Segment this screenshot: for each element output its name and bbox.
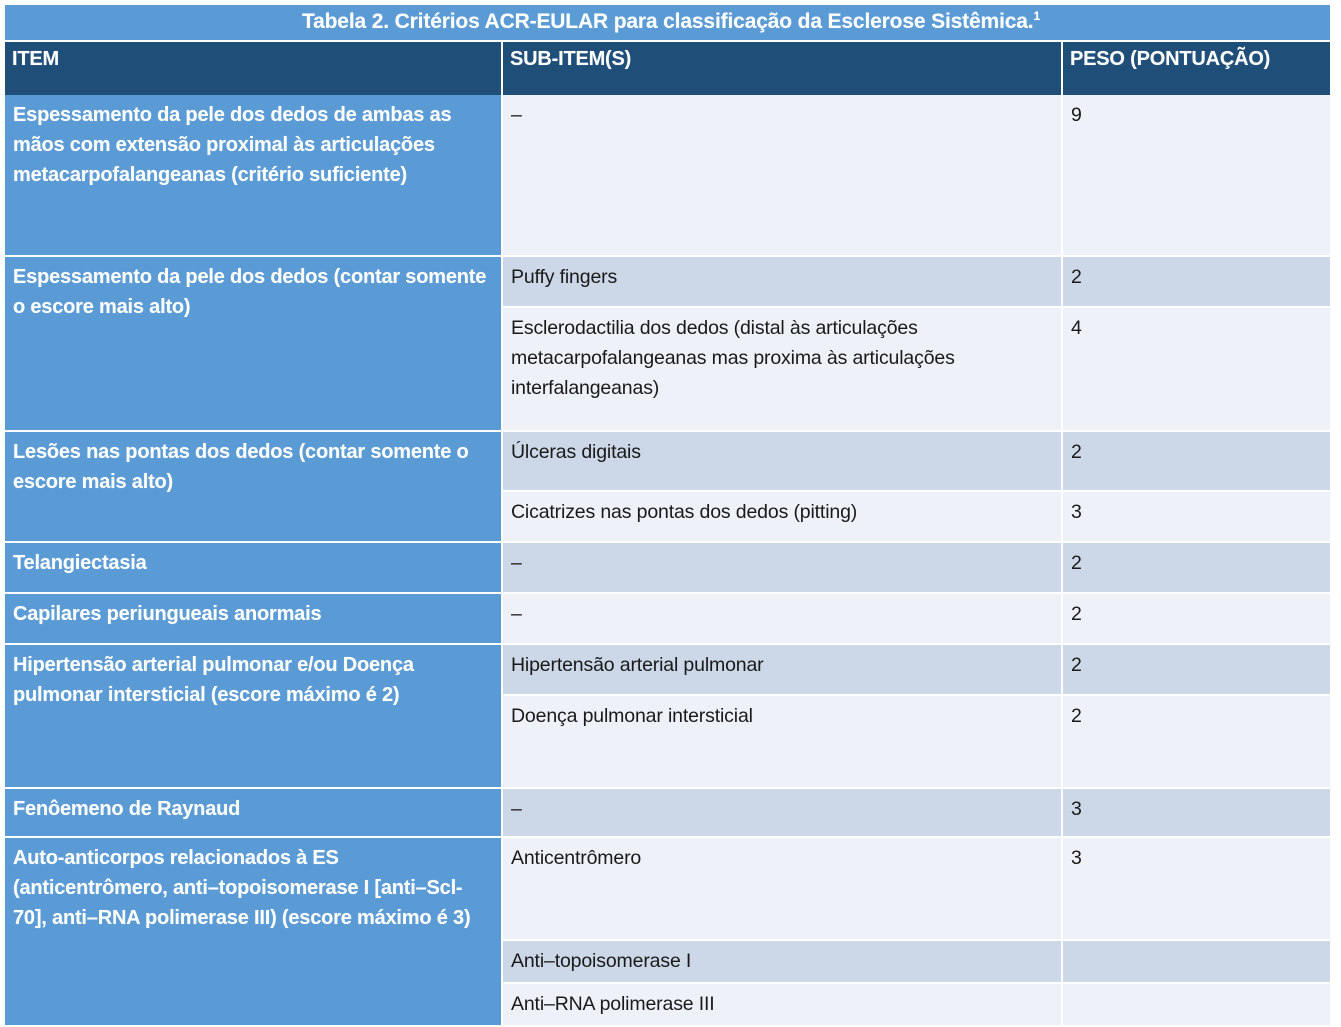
item-cell: Telangiectasia: [5, 542, 502, 593]
table-body: [5, 95, 1330, 1026]
weight-cell: 2: [1062, 431, 1330, 491]
subitem-cell: –: [502, 542, 1062, 593]
table-title-row: [5, 5, 1330, 41]
subitem-cell: Anti–RNA polimerase III: [502, 983, 1062, 1026]
table-row: [5, 95, 1330, 256]
table-row: [5, 837, 1330, 940]
subitem-cell: Puffy fingers: [502, 256, 1062, 307]
subitem-cell: –: [502, 593, 1062, 644]
weight-cell: 2: [1062, 542, 1330, 593]
subitem-cell: Hipertensão arterial pulmonar: [502, 644, 1062, 695]
weight-cell: 2: [1062, 644, 1330, 695]
item-cell: Auto-anticorpos relacionados à ES (anticentrômero, anti–topoisomerase I [anti–Scl-70], anti–RNA polimerase III) (escore máximo é 3): [5, 837, 502, 1026]
table-row: [5, 593, 1330, 644]
table-row: [5, 788, 1330, 837]
subitem-cell: –: [502, 95, 1062, 256]
table-row: [5, 431, 1330, 491]
weight-cell: 4: [1062, 307, 1330, 431]
table-head: [5, 5, 1330, 95]
table-title-superscript: 1: [1033, 9, 1041, 23]
column-header-weight: PESO (PONTUAÇÃO): [1062, 41, 1330, 95]
table-header-row: [5, 41, 1330, 95]
table-title: [5, 5, 1330, 41]
subitem-cell: Doença pulmonar intersticial: [502, 695, 1062, 788]
subitem-cell: –: [502, 788, 1062, 837]
column-header-item: ITEM: [5, 41, 502, 95]
subitem-cell: Anti–topoisomerase I: [502, 940, 1062, 983]
subitem-cell: Cicatrizes nas pontas dos dedos (pitting): [502, 491, 1062, 542]
subitem-cell: Anticentrômero: [502, 837, 1062, 940]
weight-cell: 3: [1062, 491, 1330, 542]
weight-cell: 2: [1062, 593, 1330, 644]
weight-cell: [1062, 983, 1330, 1026]
acr-eular-criteria-table: [5, 5, 1330, 1027]
subitem-cell: Úlceras digitais: [502, 431, 1062, 491]
table-row: [5, 644, 1330, 695]
weight-cell: 3: [1062, 788, 1330, 837]
item-cell: Espessamento da pele dos dedos (contar somente o escore mais alto): [5, 256, 502, 431]
weight-cell: 2: [1062, 256, 1330, 307]
column-header-subitem: SUB-ITEM(S): [502, 41, 1062, 95]
table-row: [5, 256, 1330, 307]
weight-cell: [1062, 940, 1330, 983]
item-cell: Hipertensão arterial pulmonar e/ou Doença pulmonar intersticial (escore máximo é 2): [5, 644, 502, 788]
weight-cell: 2: [1062, 695, 1330, 788]
subitem-cell: Esclerodactilia dos dedos (distal às articulações metacarpofalangeanas mas proxima às articulações interfalangeanas): [502, 307, 1062, 431]
item-cell: Espessamento da pele dos dedos de ambas as mãos com extensão proximal às articulações metacarpofalangeanas (critério suficiente): [5, 95, 502, 256]
table-row: [5, 542, 1330, 593]
item-cell: Capilares periungueais anormais: [5, 593, 502, 644]
table-title-text: Tabela 2. Critérios ACR-EULAR para classificação da Esclerose Sistêmica.: [301, 10, 1034, 33]
weight-cell: 9: [1062, 95, 1330, 256]
item-cell: Lesões nas pontas dos dedos (contar somente o escore mais alto): [5, 431, 502, 542]
weight-cell: 3: [1062, 837, 1330, 940]
item-cell: Fenôemeno de Raynaud: [5, 788, 502, 837]
